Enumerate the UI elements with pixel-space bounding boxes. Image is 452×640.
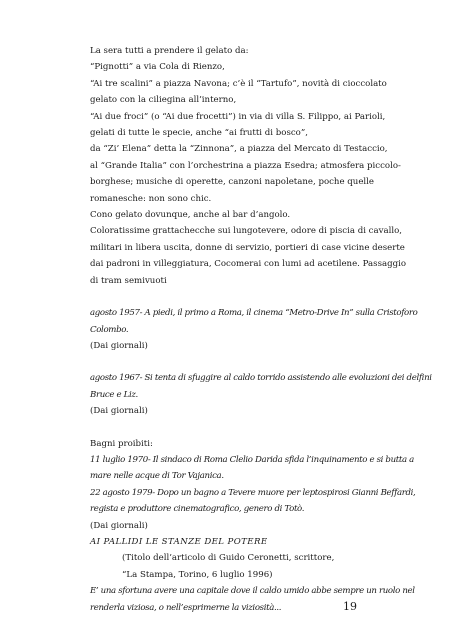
body-line: di tram semivuoti [90,275,167,286]
quote-line: agosto 1967- Si tenta di sfuggire al caldo torrido assistendo alle evoluzioni dei delfini [90,373,432,384]
quote-line: E’ una sfortuna avere una capitale dove il caldo umido abbe sempre un ruolo nel [90,586,415,597]
source-note: (Dai giornali) [90,520,148,531]
body-line: dai padroni in villeggiatura, Cocomerai con lumi ad acetilene. Passaggio [90,259,407,270]
citation-line: “La Stampa, Torino, 6 luglio 1996) [122,569,273,580]
body-line: Coloratissime grattachecche sui lungotevere, odore di piscia di cavallo, [90,226,403,237]
section-title: Bagni proibiti: [90,438,153,449]
quote-line: Colombo. [90,324,129,335]
citation-line: (Titolo dell’articolo di Guido Ceronetti, scrittore, [122,553,335,564]
body-line: borghese; musiche di operette, canzoni napoletane, poche quelle [90,177,374,188]
page-body [90,43,430,616]
source-note: (Dai giornali) [90,340,148,351]
body-line: romanesche: non sono chic. [90,193,212,204]
body-line: “Pignotti” a via Cola di Rienzo, [90,62,225,73]
quote-line: regista e produttore cinematografico, genero di Totò. [90,504,305,515]
body-line: militari in libera uscita, donne di servizio, portieri di case vicine deserte [90,242,405,253]
body-line: gelati di tutte le specie, anche “ai frutti di bosco”, [90,128,308,139]
paragraph-gap [90,420,430,436]
body-line: gelato con la ciliegina all’interno, [90,95,237,106]
body-line: da “Zi’ Elena” detta la “Zinnona”, a piazza del Mercato di Testaccio, [90,144,388,155]
paragraph-gap [90,289,430,305]
body-line: “Ai tre scalini” a piazza Navona; c’è il “Tartufo”, novità di cioccolato [90,78,387,89]
quote-line: 11 luglio 1970- Il sindaco di Roma Clelio Darida sfida l’inquinamento e si butta a [90,454,414,465]
body-line: La sera tutti a prendere il gelato da: [90,46,249,56]
article-heading: AI PALLIDI LE STANZE DEL POTERE [90,536,268,547]
quote-line: 22 agosto 1979- Dopo un bagno a Tevere muore per leptospirosi Gianni Beffardi, [90,487,416,498]
quote-line: renderla viziosa, o nell’esprimerne la viziosità... [90,602,282,613]
body-line: Cono gelato dovunque, anche al bar d’angolo. [90,210,291,221]
quote-line: mare nelle acque di Tor Vajanica. [90,471,224,482]
paragraph-gap [90,354,430,370]
quote-line: Bruce e Liz. [90,389,138,400]
page-number: 19 [343,600,357,613]
quote-line: agosto 1957- A piedi, il primo a Roma, il cinema “Metro-Drive In” sulla Cristoforo [90,308,418,319]
source-note: (Dai giornali) [90,406,148,417]
body-line: al “Grande Italia” con l’orchestrina a piazza Esedra; atmosfera piccolo- [90,160,401,171]
body-line: “Ai due froci” (o “Ai due frocetti”) in via di villa S. Filippo, ai Parioli, [90,111,386,122]
